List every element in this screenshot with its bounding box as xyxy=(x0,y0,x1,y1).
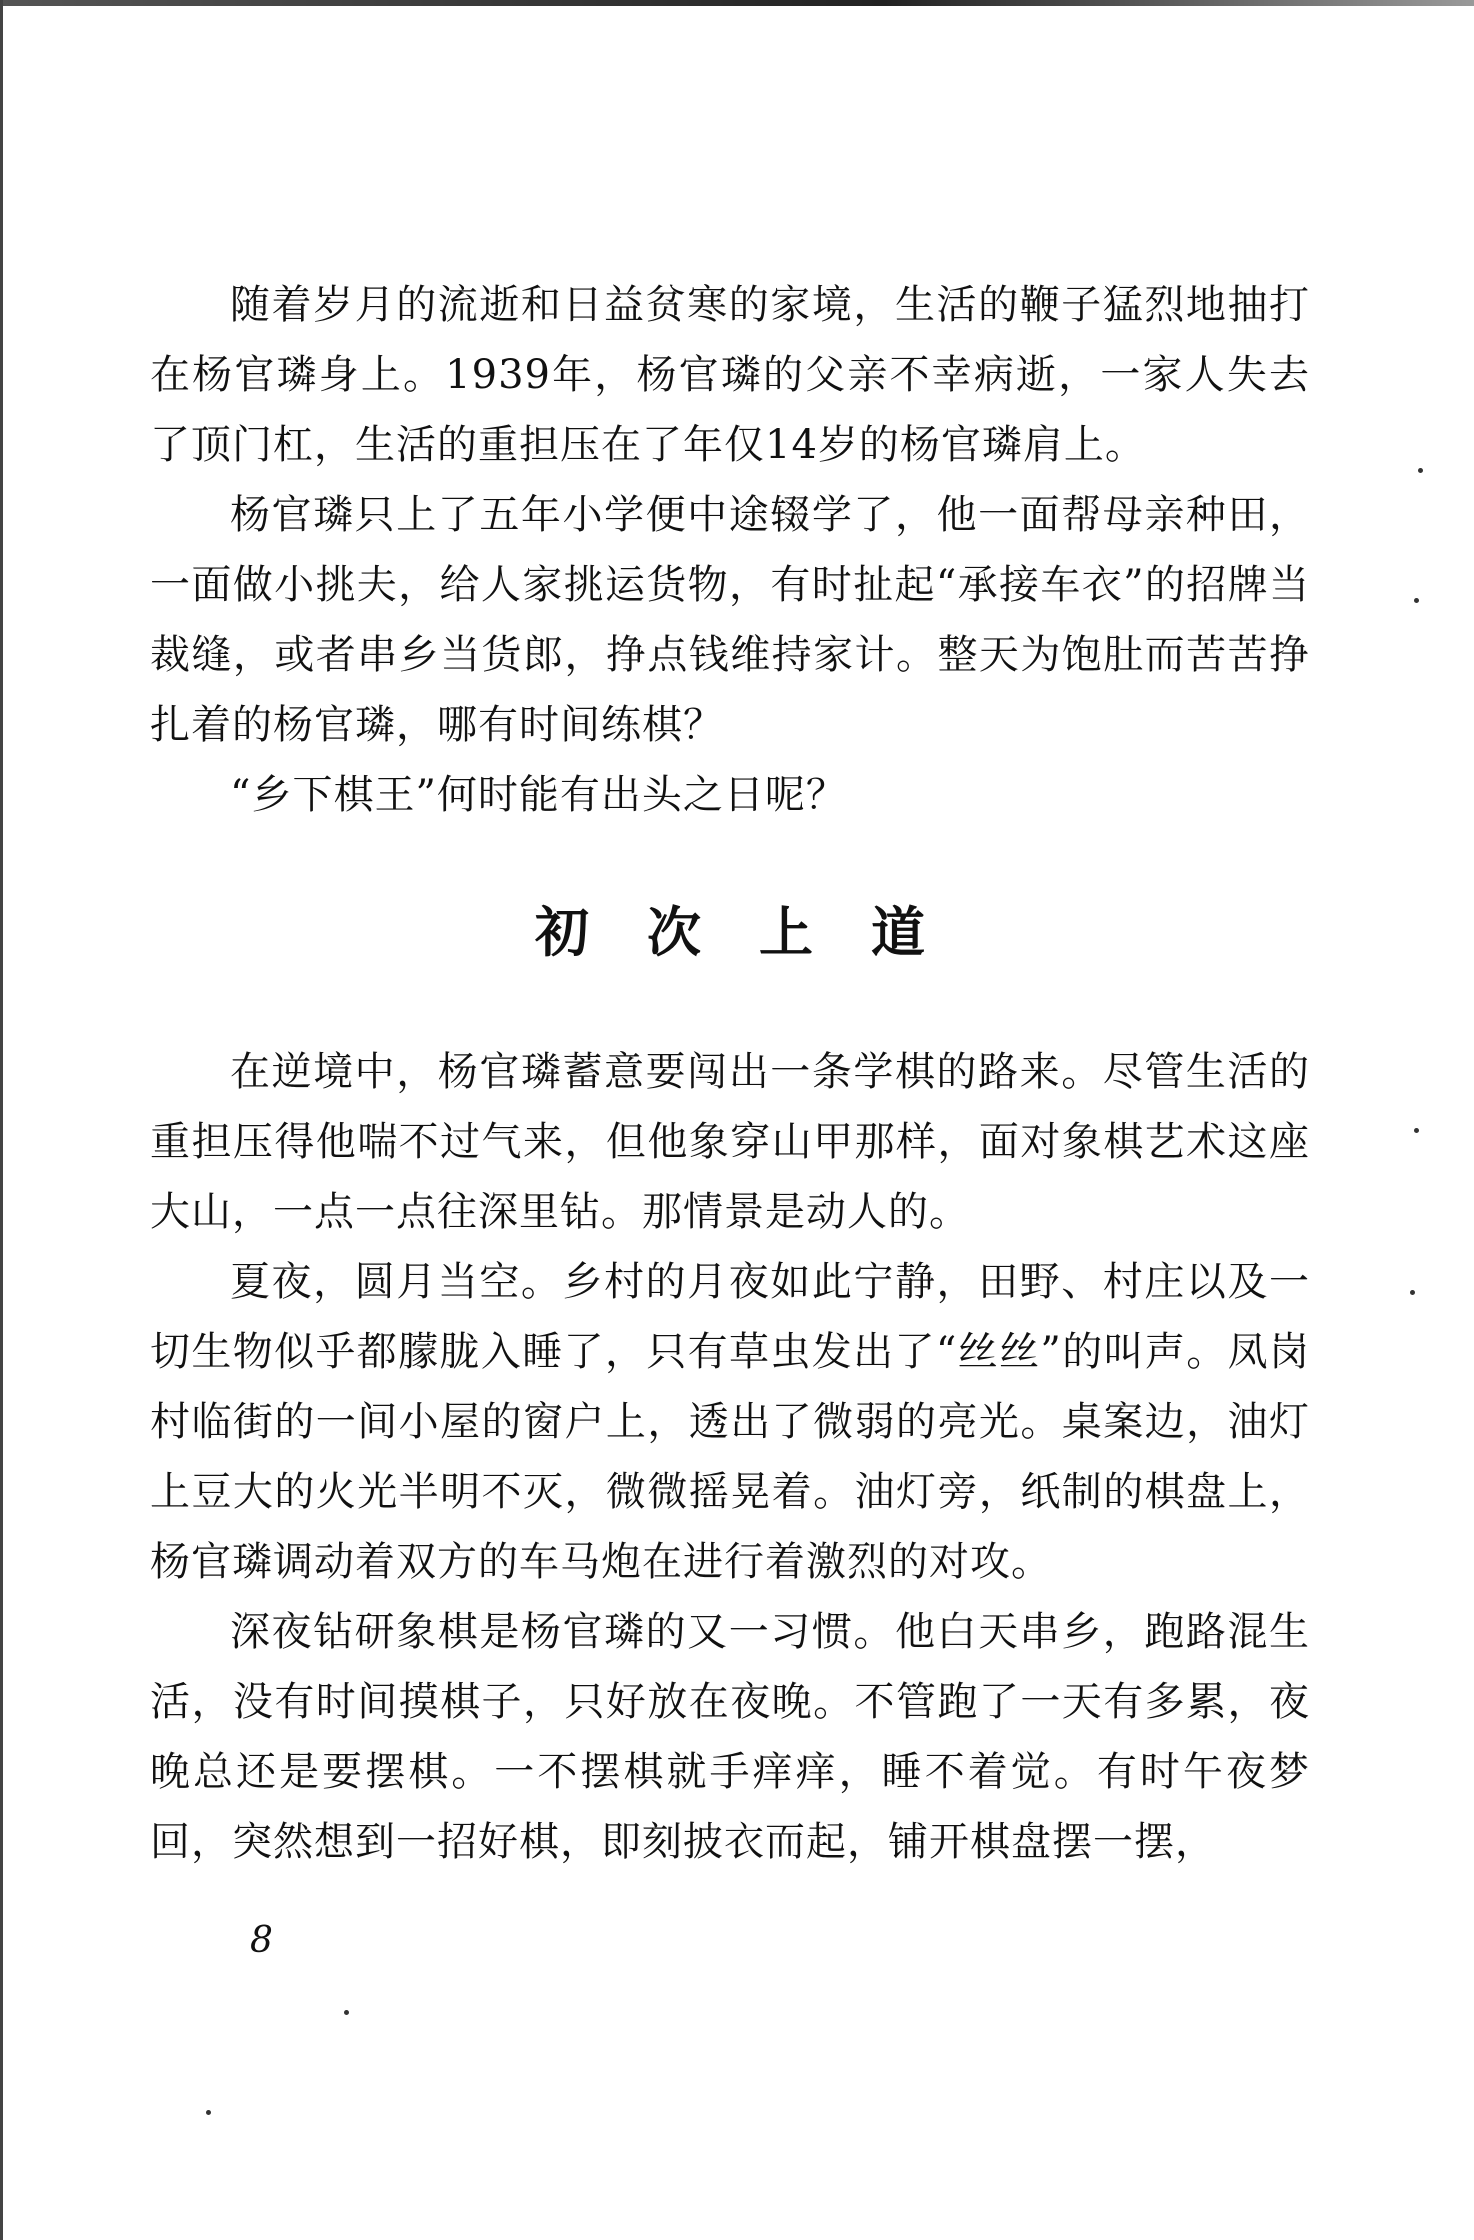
scan-speck xyxy=(1418,468,1423,473)
left-edge-rule xyxy=(0,0,3,2240)
paragraph: 夏夜，圆月当空。乡村的月夜如此宁静，田野、村庄以及一切生物似乎都朦胧入睡了，只有草虫发出了“丝丝”的叫声。凤岗村临街的一间小屋的窗户上，透出了微弱的亮光。桌案边，油灯上豆大的火光半明不灭，微微摇晃着。油灯旁，纸制的棋盘上，杨官璘调动着双方的车马炮在进行着激烈的对攻。 xyxy=(150,1259,1310,1585)
scan-speck xyxy=(1414,1128,1419,1133)
paragraph: 杨官璘只上了五年小学便中途辍学了，他一面帮母亲种田，一面做小挑夫，给人家挑运货物，有时扯起“承接车衣”的招牌当裁缝，或者串乡当货郎，挣点钱维持家计。整天为饱肚而苦苦挣扎着的杨官璘，哪有时间练棋？ xyxy=(150,492,1310,748)
paragraph: “乡下棋王”何时能有出头之日呢？ xyxy=(230,772,847,818)
scan-speck xyxy=(1414,598,1419,603)
paragraph: 随着岁月的流逝和日益贫寒的家境，生活的鞭子猛烈地抽打在杨官璘身上。1939年，杨官璘的父亲不幸病逝，一家人失去了顶门杠，生活的重担压在了年仅14岁的杨官璘肩上。 xyxy=(150,282,1310,468)
page-number: 8 xyxy=(250,1920,273,1961)
scan-speck xyxy=(1410,1290,1415,1295)
paragraph: 深夜钻研象棋是杨官璘的又一习惯。他白天串乡，跑路混生活，没有时间摸棋子，只好放在夜晚。不管跑了一天有多累，夜晚总还是要摆棋。一不摆棋就手痒痒，睡不着觉。有时午夜梦回，突然想到一招好棋，即刻披衣而起，铺开棋盘摆一摆， xyxy=(150,1609,1310,1865)
section-title: 初次上道 xyxy=(535,901,983,964)
scan-speck xyxy=(206,2110,211,2115)
top-edge-rule xyxy=(0,0,1474,6)
page-body xyxy=(150,270,1310,1877)
paragraph: 在逆境中，杨官璘蓄意要闯出一条学棋的路来。尽管生活的重担压得他喘不过气来，但他象穿山甲那样，面对象棋艺术这座大山，一点一点往深里钻。那情景是动人的。 xyxy=(150,1049,1310,1235)
scan-speck xyxy=(344,2010,349,2015)
